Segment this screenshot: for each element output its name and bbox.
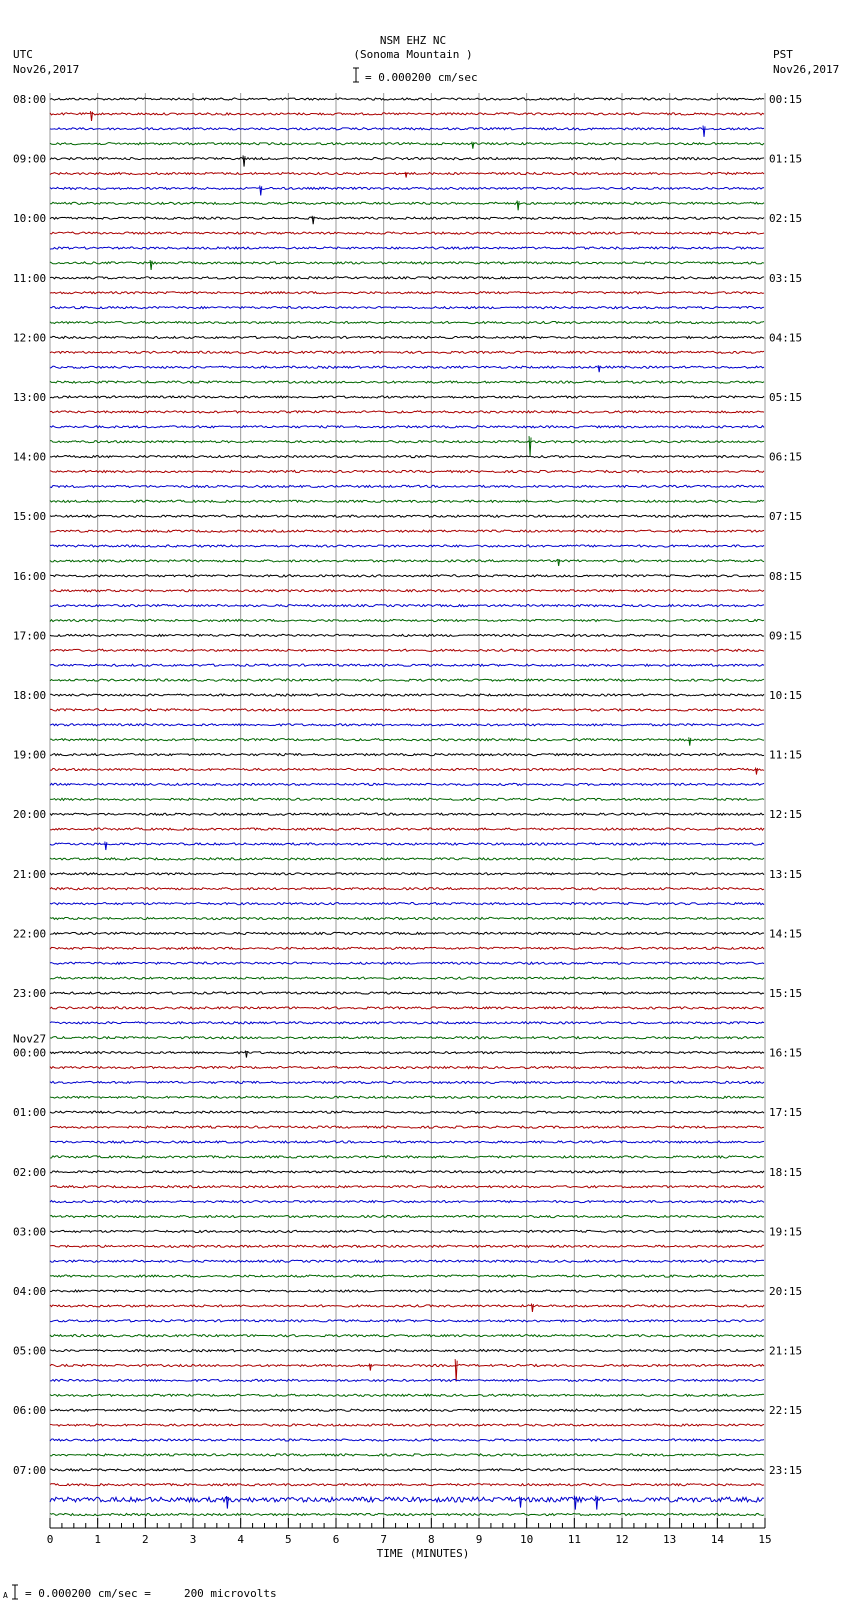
trace-18:00-3 [50, 739, 764, 741]
trace-12:00-1 [50, 351, 764, 353]
x-tick-label: 2 [142, 1533, 149, 1546]
utc-hour-label: 15:00 [13, 510, 47, 524]
event-spike-0-3-0 [472, 142, 474, 149]
utc-hour-label: 17:00 [13, 629, 47, 643]
trace-11:00-3 [50, 321, 764, 323]
trace-23:00-0 [50, 992, 764, 994]
event-spike-1-3-0 [517, 201, 519, 211]
pst-hour-label: 01:15 [769, 152, 803, 166]
trace-04:00-1 [50, 1305, 764, 1307]
pst-hour-label: 10:15 [769, 689, 803, 702]
x-tick-label: 14 [710, 1533, 724, 1546]
trace-14:00-1 [50, 470, 764, 472]
trace-16:00-3 [50, 619, 764, 621]
event-spike-4-2-0 [598, 365, 600, 372]
pst-hour-label: 22:15 [769, 1404, 803, 1418]
utc-hour-label: 05:00 [13, 1344, 47, 1358]
trace-03:00-1 [50, 1245, 764, 1247]
trace-17:00-2 [50, 664, 764, 666]
utc-hour-label: 02:00 [13, 1165, 47, 1179]
trace-08:00-3 [50, 143, 764, 145]
event-spike-12-2-0 [105, 842, 107, 850]
x-tick-label: 9 [475, 1533, 483, 1546]
trace-01:00-1 [50, 1126, 764, 1128]
pst-hour-label: 17:15 [769, 1106, 803, 1120]
trace-14:00-0 [50, 456, 764, 458]
left-zone-label: UTC [13, 48, 33, 61]
trace-19:00-1 [50, 768, 764, 770]
pst-hour-label: 06:15 [769, 450, 803, 464]
trace-21:00-1 [50, 888, 764, 890]
utc-hour-label: 13:00 [13, 391, 47, 404]
trace-15:00-3 [50, 560, 764, 562]
trace-19:00-3 [50, 798, 764, 800]
event-spike-1-0-0 [243, 155, 245, 166]
pst-hour-label: 16:15 [769, 1046, 803, 1060]
trace-04:00-3 [50, 1335, 764, 1337]
trace-16:00-0 [50, 575, 764, 577]
event-spike-2-0-0 [312, 216, 314, 224]
trace-06:00-1 [50, 1424, 764, 1426]
trace-22:00-3 [50, 977, 764, 979]
trace-05:00-3 [50, 1394, 764, 1396]
utc-hour-label: 18:00 [13, 689, 47, 702]
right-date-label: Nov26,2017 [773, 63, 840, 76]
pst-hour-label: 00:15 [769, 93, 803, 106]
trace-03:00-3 [50, 1275, 764, 1277]
trace-03:00-0 [50, 1230, 764, 1232]
event-spike-21-1-1 [369, 1364, 371, 1371]
trace-18:00-0 [50, 694, 764, 696]
pst-hour-label: 18:15 [769, 1165, 803, 1179]
utc-hour-labels [13, 93, 46, 1477]
trace-11:00-0 [50, 277, 764, 279]
trace-11:00-1 [50, 292, 764, 294]
trace-18:00-2 [50, 724, 764, 726]
event-spike-5-3-0 [529, 436, 531, 456]
x-tick-label: 4 [237, 1533, 244, 1546]
trace-00:00-1 [50, 1066, 764, 1068]
utc-hour-label: 16:00 [13, 569, 47, 583]
utc-hour-label: 06:00 [13, 1404, 47, 1418]
trace-13:00-0 [50, 396, 764, 398]
pst-hour-labels [769, 93, 802, 1477]
pst-hour-label: 21:15 [769, 1344, 803, 1358]
pst-hour-label: 19:15 [769, 1225, 803, 1239]
trace-10:00-1 [50, 232, 764, 234]
trace-09:00-0 [50, 158, 764, 160]
trace-06:00-0 [50, 1409, 764, 1411]
pst-hour-label: 03:15 [769, 271, 803, 285]
trace-02:00-1 [50, 1186, 764, 1188]
trace-05:00-0 [50, 1350, 764, 1352]
x-tick-label: 8 [428, 1533, 435, 1546]
utc-hour-label: 00:00 [13, 1046, 47, 1060]
event-spike-20-1-0 [531, 1304, 533, 1312]
utc-hour-label: 14:00 [13, 450, 47, 464]
utc-hour-label: 12:00 [13, 331, 47, 345]
pst-hour-label: 02:15 [769, 212, 803, 226]
left-date-label: Nov26,2017 [13, 63, 80, 76]
utc-hour-label: 09:00 [13, 152, 47, 166]
pst-hour-label: 23:15 [769, 1463, 803, 1477]
trace-02:00-0 [50, 1171, 764, 1173]
event-spike-1-2-0 [260, 186, 262, 196]
utc-hour-label: 21:00 [13, 867, 47, 881]
utc-hour-label: 03:00 [13, 1225, 47, 1239]
trace-01:00-2 [50, 1141, 764, 1143]
trace-23:00-1 [50, 1007, 764, 1009]
event-spike-1-1-0 [405, 172, 407, 178]
pst-hour-label: 12:15 [769, 808, 803, 822]
trace-22:00-1 [50, 947, 764, 949]
x-tick-label: 11 [567, 1533, 581, 1546]
x-tick-label: 10 [520, 1533, 534, 1546]
trace-04:00-0 [50, 1290, 764, 1292]
trace-11:00-2 [50, 307, 764, 309]
trace-19:00-0 [50, 754, 764, 756]
event-spike-23-2-3 [520, 1496, 522, 1507]
scale-label: = 0.000200 cm/sec [365, 71, 478, 84]
utc-hour-label: 01:00 [13, 1106, 47, 1120]
utc-hour-label: 20:00 [13, 808, 47, 822]
chart-footer [3, 1585, 277, 1600]
date-change-label: Nov27 [13, 1032, 47, 1046]
trace-13:00-3 [50, 441, 764, 443]
trace-07:00-3 [50, 1513, 764, 1515]
utc-hour-label: 08:00 [13, 93, 47, 106]
trace-23:00-2 [50, 1022, 764, 1024]
event-spike-0-2-0 [703, 126, 705, 137]
x-axis-title: TIME (MINUTES) [376, 1547, 470, 1560]
utc-hour-label: 07:00 [13, 1463, 47, 1477]
pst-hour-label: 05:15 [769, 391, 803, 404]
right-zone-label: PST [773, 48, 793, 61]
trace-06:00-2 [50, 1439, 764, 1441]
pst-hour-label: 13:15 [769, 867, 803, 881]
footer-prefix: A [3, 1591, 8, 1600]
utc-hour-label: 11:00 [13, 271, 47, 285]
trace-02:00-2 [50, 1201, 764, 1203]
x-tick-label: 1 [94, 1533, 101, 1546]
utc-hour-label: 23:00 [13, 987, 47, 1000]
trace-14:00-2 [50, 485, 764, 487]
event-spike-10-3-0 [689, 737, 691, 745]
trace-20:00-1 [50, 828, 764, 830]
x-tick-label: 3 [189, 1533, 197, 1546]
trace-20:00-0 [50, 813, 764, 815]
trace-15:00-1 [50, 530, 764, 532]
trace-07:00-0 [50, 1469, 764, 1471]
trace-03:00-2 [50, 1260, 764, 1262]
trace-21:00-3 [50, 917, 764, 919]
pst-hour-label: 09:15 [769, 629, 803, 643]
trace-05:00-1 [50, 1364, 764, 1366]
trace-13:00-1 [50, 411, 764, 413]
trace-22:00-0 [50, 932, 764, 934]
trace-09:00-2 [50, 187, 764, 189]
trace-23:00-3 [50, 1037, 764, 1039]
trace-10:00-3 [50, 262, 764, 264]
footer-scale-label: = 0.000200 cm/sec = 200 microvolts [25, 1587, 277, 1600]
trace-00:00-2 [50, 1081, 764, 1083]
time-axis [47, 1518, 772, 1560]
trace-20:00-3 [50, 858, 764, 860]
trace-21:00-2 [50, 903, 764, 905]
trace-lines [50, 98, 764, 1516]
x-tick-label: 15 [758, 1533, 772, 1546]
station-title: NSM EHZ NC [379, 34, 447, 47]
trace-15:00-0 [50, 515, 764, 517]
trace-12:00-3 [50, 381, 764, 383]
trace-13:00-2 [50, 426, 764, 428]
trace-16:00-2 [50, 605, 764, 607]
trace-16:00-1 [50, 590, 764, 592]
trace-22:00-2 [50, 962, 764, 964]
trace-01:00-3 [50, 1156, 764, 1158]
trace-00:00-3 [50, 1096, 764, 1098]
x-tick-label: 7 [380, 1533, 387, 1546]
trace-19:00-2 [50, 783, 764, 785]
pst-hour-label: 15:15 [769, 987, 803, 1000]
trace-12:00-2 [50, 366, 764, 368]
event-spike-2-3-0 [150, 260, 152, 270]
utc-hour-label: 22:00 [13, 927, 47, 941]
trace-08:00-1 [50, 113, 764, 115]
utc-hour-label: 04:00 [13, 1285, 47, 1298]
x-tick-label: 12 [615, 1533, 629, 1546]
trace-14:00-3 [50, 500, 764, 502]
pst-hour-label: 07:15 [769, 510, 803, 524]
trace-07:00-2 [50, 1497, 764, 1502]
trace-01:00-0 [50, 1111, 764, 1113]
utc-hour-label: 19:00 [13, 748, 47, 762]
pst-hour-label: 14:15 [769, 927, 803, 941]
trace-07:00-1 [50, 1484, 764, 1486]
trace-08:00-2 [50, 128, 764, 130]
pst-hour-label: 04:15 [769, 331, 803, 345]
pst-hour-label: 20:15 [769, 1285, 803, 1298]
trace-00:00-0 [50, 1052, 764, 1054]
station-location: (Sonoma Mountain ) [353, 48, 473, 61]
pst-hour-label: 08:15 [769, 569, 803, 583]
event-spike-21-1-0 [455, 1359, 457, 1381]
x-tick-label: 6 [332, 1533, 340, 1546]
trace-04:00-2 [50, 1320, 764, 1322]
trace-10:00-0 [50, 217, 764, 219]
trace-10:00-2 [50, 247, 764, 249]
event-spike-11-1-0 [755, 768, 757, 775]
trace-21:00-0 [50, 873, 764, 875]
trace-08:00-0 [50, 98, 764, 100]
x-tick-label: 5 [285, 1533, 292, 1546]
trace-17:00-0 [50, 634, 764, 636]
x-tick-label: 0 [46, 1533, 54, 1546]
trace-02:00-3 [50, 1215, 764, 1217]
chart-header [13, 34, 839, 84]
x-tick-label: 13 [663, 1533, 677, 1546]
trace-20:00-2 [50, 843, 764, 845]
trace-17:00-3 [50, 679, 764, 681]
utc-hour-label: 10:00 [13, 212, 47, 226]
trace-15:00-2 [50, 545, 764, 547]
trace-12:00-0 [50, 336, 764, 338]
trace-17:00-1 [50, 649, 764, 651]
trace-05:00-2 [50, 1379, 764, 1381]
pst-hour-label: 11:15 [769, 748, 803, 762]
trace-18:00-1 [50, 709, 764, 711]
trace-06:00-3 [50, 1454, 764, 1456]
trace-09:00-3 [50, 202, 764, 204]
